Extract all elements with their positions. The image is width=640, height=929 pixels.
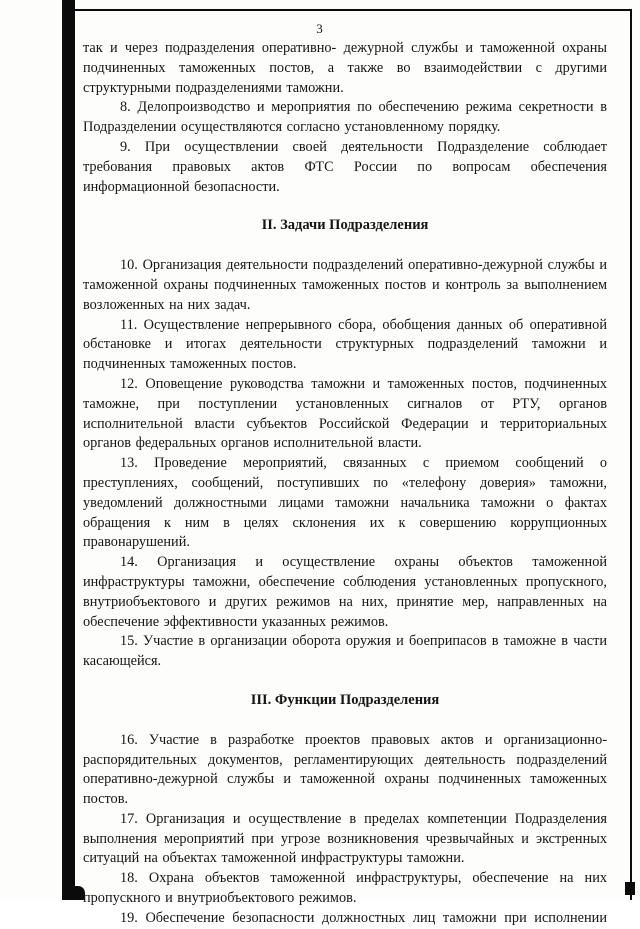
paragraph: 8. Делопроизводство и мероприятия по обеспечению режима секретности в Подразделении осуществляются согласно установленному порядку. [83,99,607,136]
paragraph: 16. Участие в разработке проектов правовых актов и организационно-распорядительных документов, регламентирующих деятельность подразделений оперативно-дежурной службы и таможенной охраны подчиненных таможенных постов. [83,731,607,808]
document-body [83,39,607,929]
paragraph: 17. Организация и осуществление в пределах компетенции Подразделения выполнения мероприятий при угрозе возникновения чрезвычайных и экстренных ситуаций на объектах таможенной инфраструктуры таможни. [83,810,607,867]
paragraph: 11. Осуществление непрерывного сбора, обобщения данных об оперативной обстановке и итогах деятельности структурных подразделений таможни и подчиненных таможенных постов. [83,316,607,373]
paragraph: 13. Проведение мероприятий, связанных с приемом сообщений о преступлениях, сообщений, поступивших по «телефону доверия» таможни, уведомлений должностными лицами таможни начальника таможни о фактах обращения к ним в целях склонения их к совершению коррупционных правонарушений. [83,455,607,551]
paragraph: 15. Участие в организации оборота оружия и боеприпасов в таможне в части касающейся. [83,633,607,670]
scan-edge-top [62,9,632,11]
section-heading: III. Функции Подразделения [250,691,440,708]
paragraph: 12. Оповещение руководства таможни и таможенных постов, подчиненных таможне, при поступлении установленных сигналов от РТУ, органов исполнительной власти субъектов Российской Федерации и территориальных органов федеральных органов исполнительной власти. [83,375,607,452]
page-number: 3 [316,21,324,36]
paragraph: 14. Организация и осуществление охраны объектов таможенной инфраструктуры таможни, обеспечение соблюдения установленных пропускного, внутриобъектового и других режимов на них, принятие мер, направленных на обеспечение эффективности указанных режимов. [83,554,607,630]
paragraph: 9. При осуществлении своей деятельности Подразделение соблюдает требования правовых актов ФТС России по вопросам обеспечения информационной безопасности. [83,138,607,195]
scan-edge-right [630,9,632,900]
section-heading: II. Задачи Подразделения [261,217,429,234]
paragraph: 18. Охрана объектов таможенной инфраструктуры, обеспечение на них пропускного и внутриобъектового режимов. [83,870,607,907]
scan-edge-left [62,0,75,900]
scan-edge-bottom-right [625,882,635,895]
paragraph: так и через подразделения оперативно- дежурной службы и таможенной охраны подчиненных таможенных постов, а также во взаимодействии с другими структурными подразделениями таможни. [83,40,607,96]
scan-edge-bottom-left [62,886,85,900]
paragraph: 19. Обеспечение безопасности должностных лиц таможни при исполнении [120,909,607,926]
paragraph: 10. Организация деятельности подразделений оперативно-дежурной службы и таможенной охраны подчиненных таможенных постов и контроль за выполнением возложенных на них задач. [83,257,607,313]
